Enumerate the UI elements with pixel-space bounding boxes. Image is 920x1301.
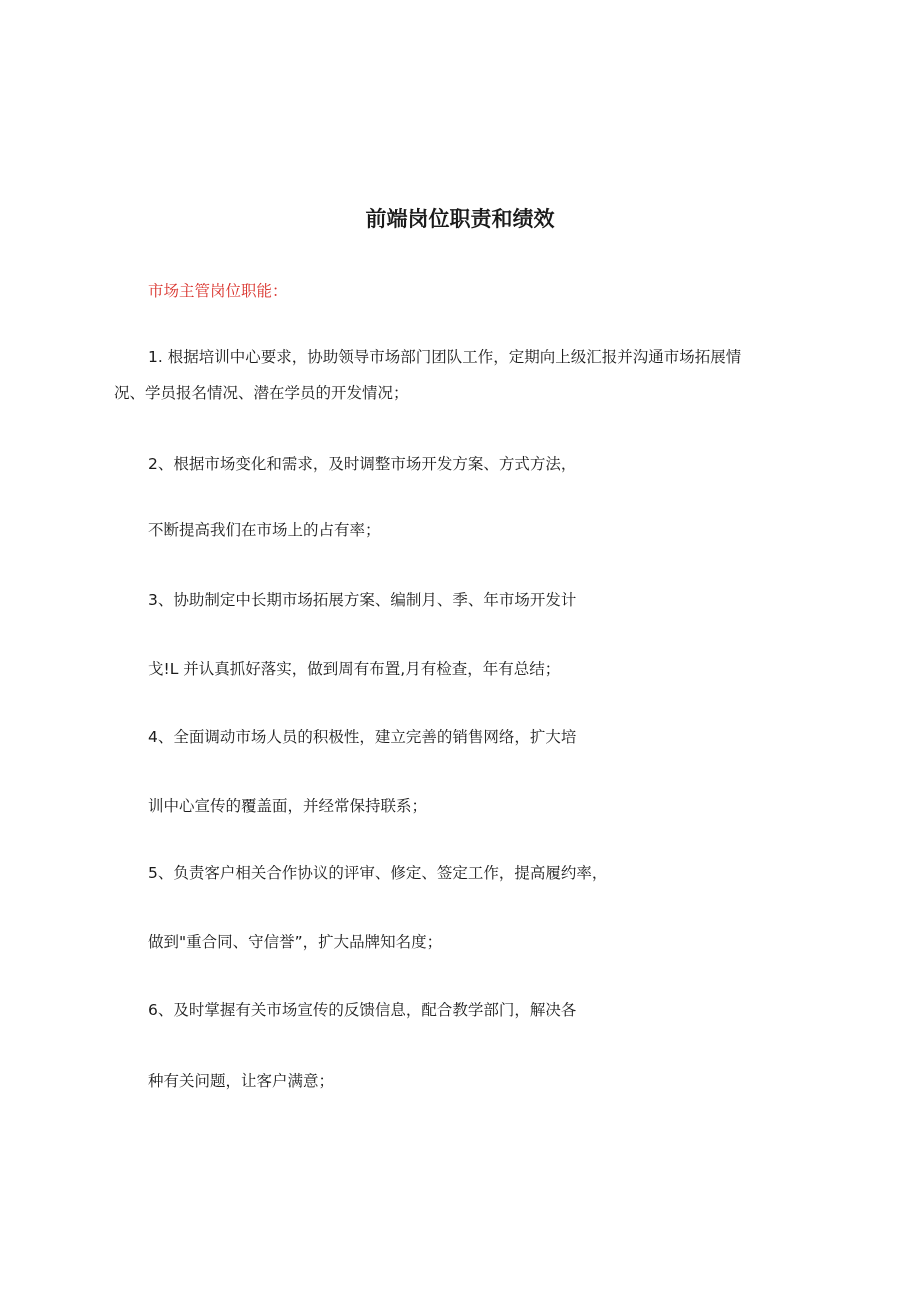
duty-2-line-1: 2、根据市场变化和需求，及时调整市场开发方案、方式方法， (148, 455, 577, 473)
duty-1-line-2: 况、学员报名情况、潜在学员的开发情况； (114, 384, 409, 402)
duty-3-line-1: 3、协助制定中长期市场拓展方案、编制月、季、年市场开发计 (148, 591, 577, 609)
section-heading: 市场主管岗位职能： (148, 282, 288, 300)
duty-1-line-1: 1. 根据培训中心要求，协助领导市场部门团队工作，定期向上级汇报并沟通市场拓展情 (148, 348, 742, 366)
duty-2-line-2: 不断提高我们在市场上的占有率； (148, 521, 381, 539)
duty-5-line-1: 5、负责客户相关合作协议的评审、修定、签定工作，提高履约率， (148, 864, 608, 882)
page-title: 前端岗位职责和绩效 (365, 207, 555, 231)
duty-6-line-2: 种有关问题，让客户满意； (148, 1072, 335, 1090)
duty-5-line-2: 做到"重合同、守信誉”，扩大品牌知名度； (148, 933, 443, 951)
duty-4-line-2: 训中心宣传的覆盖面，并经常保持联系； (148, 797, 428, 815)
duty-3-line-2: 戈!L 并认真抓好落实，做到周有布置,月有检查，年有总结； (148, 660, 561, 678)
duty-4-line-1: 4、全面调动市场人员的积极性，建立完善的销售网络，扩大培 (148, 728, 577, 746)
duty-6-line-1: 6、及时掌握有关市场宣传的反馈信息，配合教学部门，解决各 (148, 1001, 577, 1019)
